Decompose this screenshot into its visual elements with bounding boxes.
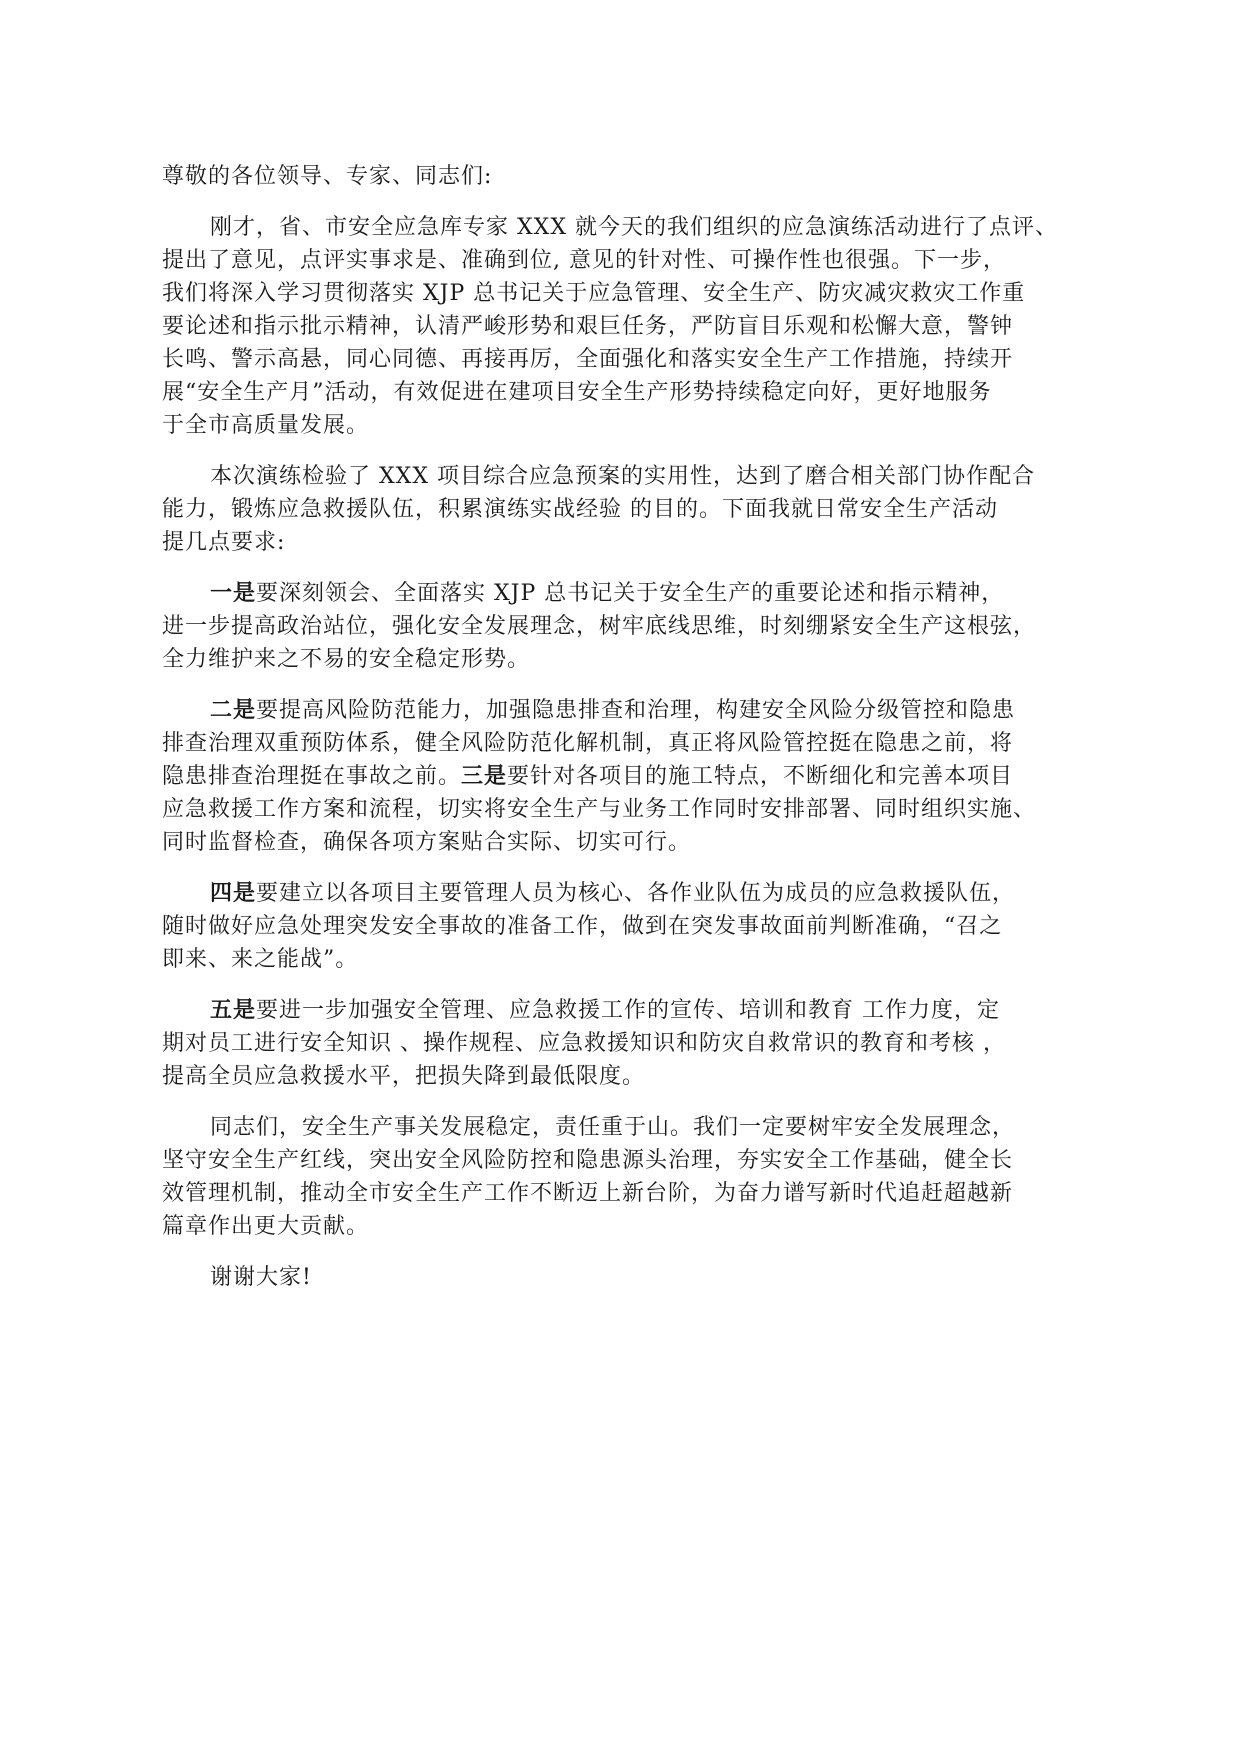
text-line: 应急救援工作方案和流程，切实将安全生产与业务工作同时安排部署、同时组织实施、	[162, 797, 1037, 822]
text-line: 随时做好应急处理突发安全事故的准备工作，做到在突发事故面前判断准确，“召之	[162, 914, 1003, 939]
text-line: 即来、来之能战”。	[162, 947, 359, 972]
text-line: 进一步提高政治站位，强化安全发展理念，树牢底线思维，时刻绷紧安全生产这根弦，	[162, 614, 1037, 639]
text-line: 要建立以各项目主要管理人员为核心、各作业队伍为成员的应急救援队伍，	[256, 881, 1016, 906]
paragraph-review-comments	[162, 211, 1092, 442]
text-line: 提几点要求:	[162, 530, 286, 555]
closing-thanks: 谢谢大家!	[210, 1265, 312, 1290]
requirement-lead: 三是	[461, 763, 508, 789]
text-line: 同志们，安全生产事关发展稳定，责任重于山。我们一定要树牢安全发展理念，	[210, 1115, 1016, 1140]
text-line: 隐患排查治理挺在事故之前。	[162, 764, 462, 789]
text-line: 展“安全生产月”活动，有效促进在建项目安全生产形势持续稳定向好，更好地服务	[162, 380, 992, 405]
text-line: 要深刻领会、全面落实 XJP 总书记关于安全生产的重要论述和指示精神，	[256, 581, 1005, 606]
paragraph-conclusion	[162, 1111, 1092, 1243]
text-line: 提高全员应急救援水平，把损失降到最低限度。	[162, 1064, 646, 1089]
text-line: 同时监督检查，确保各项方案贴合实际、切实可行。	[162, 830, 692, 855]
paragraph-requirement-two-three	[162, 694, 1092, 859]
text-line: 期对员工进行安全知识 、操作规程、应急救援知识和防灾自救常识的教育和考核 ，	[162, 1031, 1006, 1056]
requirement-lead: 五是	[210, 997, 257, 1023]
requirement-lead: 四是	[210, 880, 257, 906]
text-line: 要针对各项目的施工特点，不断细化和完善本项目	[507, 764, 1014, 789]
paragraph-requirement-five	[162, 994, 1092, 1093]
text-line: 本次演练检验了 XXX 项目综合应急预案的实用性，达到了磨合相关部门协作配合	[210, 464, 1035, 489]
paragraph-requirement-one	[162, 577, 1092, 676]
salutation: 尊敬的各位领导、专家、同志们:	[162, 164, 493, 189]
text-line: 篇章作出更大贡献。	[162, 1214, 370, 1239]
paragraph-drill-summary	[162, 460, 1092, 559]
text-line-group	[162, 760, 1092, 793]
requirement-lead: 二是	[210, 697, 257, 723]
text-line: 长鸣、警示高悬，同心同德、再接再厉，全面强化和落实安全生产工作措施，持续开	[162, 347, 1014, 372]
text-line: 排查治理双重预防体系，健全风险防范化解机制，真正将风险管控挺在隐患之前，将	[162, 731, 1014, 756]
text-line: 坚守安全生产红线，突出安全风险防控和隐患源头治理，夯实安全工作基础，健全长	[162, 1148, 1014, 1173]
text-line: 能力，锻炼应急救援队伍，积累演练实战经验 的目的。下面我就日常安全生产活动	[162, 497, 998, 522]
text-line: 效管理机制，推动全市安全生产工作不断迈上新台阶，为奋力谱写新时代追赶超越新	[162, 1181, 1014, 1206]
text-line: 于全市高质量发展。	[162, 413, 370, 438]
text-line: 要论述和指示批示精神，认清严峻形势和艰巨任务，严防盲目乐观和松懈大意，警钟	[162, 314, 1014, 339]
requirement-lead: 一是	[210, 580, 257, 606]
paragraph-requirement-four	[162, 877, 1092, 976]
text-line: 全力维护来之不易的安全稳定形势。	[162, 647, 531, 672]
text-line: 刚才，省、市安全应急库专家 XXX 就今天的我们组织的应急演练活动进行了点评、	[210, 215, 1058, 240]
text-line: 要进一步加强安全管理、应急救援工作的宣传、培训和教育 工作力度，定	[256, 998, 1001, 1023]
text-line: 要提高风险防范能力，加强隐患排查和治理，构建安全风险分级管控和隐患	[256, 698, 1016, 723]
document-page	[162, 160, 1092, 1312]
text-line: 提出了意见，点评实事求是、准确到位, 意见的针对性、可操作性也很强。下一步，	[162, 248, 1006, 273]
text-line: 我们将深入学习贯彻落实 XJP 总书记关于应急管理、安全生产、防灾减灾救灾工作重	[162, 281, 1026, 306]
